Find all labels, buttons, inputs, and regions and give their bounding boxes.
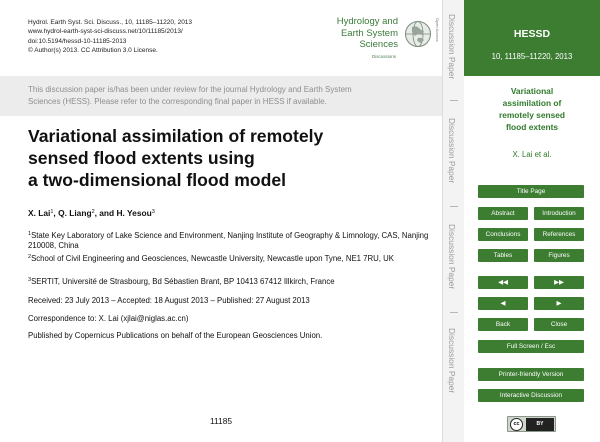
full-screen-button[interactable]: Full Screen / Esc [478, 340, 584, 353]
strip-divider [450, 206, 458, 207]
next-page-button[interactable]: ▶ [534, 297, 584, 310]
last-page-button[interactable]: ▶▶ [534, 276, 584, 289]
citation-journal: Hydrol. Earth Syst. Sci. Discuss., 10, 11185–11220, 2013 [28, 19, 193, 26]
journal-logo [322, 14, 440, 64]
conclusions-button[interactable]: Conclusions [478, 228, 528, 241]
title-page-button[interactable]: Title Page [478, 185, 584, 198]
short-title-line: assimilation of [502, 98, 562, 108]
close-button[interactable]: Close [534, 318, 584, 331]
strip-divider [450, 312, 458, 313]
page-number: 11185 [209, 416, 233, 426]
tables-button[interactable]: Tables [478, 249, 528, 262]
logo-line-3: Sciences [359, 39, 398, 50]
creative-commons-icon: cc [510, 418, 523, 431]
title-line-1: Variational assimilation of remotely [28, 126, 324, 146]
logo-discussions: Discussions [371, 54, 396, 59]
notice-line-1: This discussion paper is/has been under review for the journal Hydrology and Earth System [28, 85, 352, 94]
author-separator: , [53, 208, 59, 218]
author-name: X. Lai [28, 208, 51, 218]
abstract-button[interactable]: Abstract [478, 207, 528, 220]
author-affil-mark: 2 [91, 209, 95, 215]
journal-reference: 10, 11185–11220, 2013 [491, 52, 573, 61]
affiliation [28, 229, 433, 252]
short-author: X. Lai et al. [512, 150, 552, 159]
citation-block [28, 18, 192, 56]
discussion-paper-label: Discussion Paper [447, 118, 457, 184]
back-button[interactable]: Back [478, 318, 528, 331]
first-page-button[interactable]: ◀◀ [478, 276, 528, 289]
notice-line-2: Sciences (HESS). Please refer to the corresponding final paper in HESS if available. [28, 96, 327, 106]
affiliation [28, 252, 433, 264]
affiliation-mark: 3 [28, 277, 32, 283]
short-title-line: Variational [510, 86, 554, 96]
citation-url[interactable]: www.hydrol-earth-syst-sci-discuss.net/10/11185/2013/ [28, 28, 183, 36]
previous-page-button[interactable]: ◀ [478, 297, 528, 310]
affiliation [28, 275, 433, 287]
affiliation-text: School of Civil Engineering and Geosciences, Newcastle University, Newcastle upon Tyne, NE1 7RU, UK [31, 254, 394, 263]
author-name: H. Yesou [116, 208, 152, 218]
references-button[interactable]: References [534, 228, 584, 241]
citation-doi[interactable]: doi:10.5194/hessd-10-11185-2013 [28, 37, 127, 45]
citation-license: © Author(s) 2013. CC Attribution 3.0 License. [28, 47, 158, 55]
short-title [464, 85, 600, 133]
affiliation-text: State Key Laboratory of Lake Science and Environment, Nanjing Institute of Geography & Limnology, CAS, Nanjing 210008, China [28, 231, 429, 251]
short-title-line: remotely sensed [498, 110, 566, 120]
introduction-button[interactable]: Introduction [534, 207, 584, 220]
journal-header [464, 0, 600, 76]
discussion-paper-strip [442, 0, 464, 442]
journal-abbrev: HESSD [513, 28, 551, 40]
author-name: Q. Liang [58, 208, 92, 218]
logo-line-1: Hydrology and [336, 16, 398, 27]
author-affil-mark: 1 [50, 209, 54, 215]
navigation-panel [464, 0, 600, 442]
cc-license-badge[interactable] [507, 416, 556, 432]
publisher-statement: Published by Copernicus Publications on behalf of the European Geosciences Union. [28, 331, 323, 340]
interactive-discussion-button[interactable]: Interactive Discussion [478, 389, 584, 402]
title-line-2: sensed flood extents using [28, 148, 255, 168]
author-list [28, 208, 155, 218]
logo-line-2: Earth System [340, 27, 398, 39]
paper-title [28, 125, 323, 191]
open-access-label: Open Access [435, 18, 440, 42]
affiliation-text: SERTIT, Université de Strasbourg, Bd Sébastien Brant, BP 10413 67412 Illkirch, France [31, 277, 335, 286]
printer-friendly-button[interactable]: Printer-friendly Version [478, 368, 584, 381]
logo-wordmark [337, 16, 398, 51]
discussion-paper-label: Discussion Paper [447, 14, 457, 80]
strip-divider [450, 100, 458, 101]
discussion-paper-label: Discussion Paper [447, 224, 457, 290]
title-line-3: a two-dimensional flood model [28, 170, 287, 190]
author-separator: , and [94, 208, 117, 218]
affiliation-mark: 2 [28, 254, 32, 260]
globe-icon [404, 20, 432, 48]
received-dates: Received: 23 July 2013 – Accepted: 18 August 2013 – Published: 27 August 2013 [28, 296, 310, 305]
review-notice [0, 76, 442, 116]
discussion-paper-label: Discussion Paper [447, 328, 457, 394]
author-affil-mark: 3 [151, 209, 155, 215]
figures-button[interactable]: Figures [534, 249, 584, 262]
correspondence: Correspondence to: X. Lai (xjlai@niglas.ac.cn) [28, 314, 189, 323]
attribution-icon: BY [526, 418, 554, 431]
short-title-line: flood extents [505, 122, 559, 132]
affiliation-mark: 1 [28, 231, 32, 237]
